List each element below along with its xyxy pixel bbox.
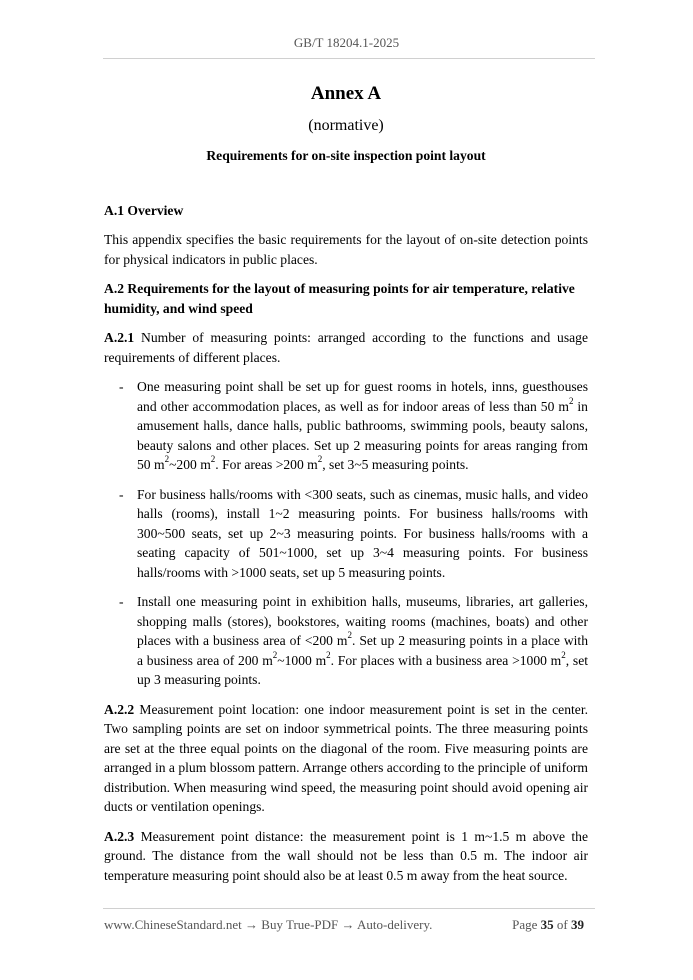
page-label: Page xyxy=(512,917,538,932)
superscript: 2 xyxy=(210,454,216,465)
clause-number: A.2.1 xyxy=(104,330,135,345)
list-text: . For places with a business area >1000 m xyxy=(330,652,562,668)
superscript: 2 xyxy=(272,649,278,660)
list-text: One measuring point shall be set up for guest rooms in hotels, inns, guesthouses and other accommodation places, as well as for indoor areas of less than 50 m xyxy=(137,379,588,414)
section-a2-title: A.2 Requirements for the layout of measuring points for air temperature, relative humidity, and wind speed xyxy=(104,281,575,316)
clause-a2-1 xyxy=(104,328,588,367)
list-dash: - xyxy=(119,379,124,394)
clause-number: A.2.2 xyxy=(104,701,135,717)
superscript: 2 xyxy=(326,649,331,660)
footer-divider xyxy=(103,908,595,909)
superscript: 2 xyxy=(568,395,574,406)
clause-text: Number of measuring points: arranged according to the functions and usage requirements of different places. xyxy=(104,330,588,365)
list-text: ~1000 m xyxy=(277,652,327,668)
superscript: 2 xyxy=(561,649,566,660)
list-text: . Set up 2 measuring points in a place with a business area of 200 m xyxy=(137,633,589,668)
clause-text: Measurement point distance: the measurement point is 1 m~1.5 m above the ground. The distance from the wall should not be less than 0.5 m. The indoor air temperature measuring point should also be at least 0.5 m away from the heat source. xyxy=(104,828,588,883)
section-a1-title: A.1 Overview xyxy=(104,202,184,218)
annex-subtitle: (normative) xyxy=(308,117,384,134)
list-dash: - xyxy=(119,594,124,609)
clause-a2-3 xyxy=(104,827,588,886)
superscript: 2 xyxy=(164,454,170,465)
list-text: in amusement halls, dance halls, public bathrooms, swimming pools, beauty salons, beauty salons and other places. Set up 2 measuring points for areas ranging from 50 m xyxy=(137,398,588,472)
clause-number: A.2.3 xyxy=(104,828,135,844)
total-pages: 39 xyxy=(571,917,584,932)
section-a1-text: This appendix specifies the basic requirements for the layout of on-site detection points for physical indicators in public places. xyxy=(104,232,588,267)
list-text: Install one measuring point in exhibition halls, museums, libraries, art galleries, shopping malls (stores), bookstores, waiting rooms (machines, boats) and other places with a business area of <200 m xyxy=(137,594,588,648)
list-dash: - xyxy=(119,486,124,502)
header-divider xyxy=(103,58,595,59)
page-content xyxy=(104,82,588,895)
list-item xyxy=(104,485,588,583)
list-text: , set 3~5 measuring points. xyxy=(322,457,469,472)
clause-a2-2 xyxy=(104,700,588,817)
list-item xyxy=(104,592,588,690)
page-of: of xyxy=(556,917,568,932)
page-header: GB/T 18204.1-2025 xyxy=(293,35,400,50)
footer-link[interactable]: www.ChineseStandard.net → Buy True-PDF → Auto-delivery. xyxy=(104,917,433,932)
list-text: . For areas >200 m xyxy=(215,457,318,472)
clause-text: Measurement point location: one indoor measurement point is set in the center. Two sampling points are set on indoor symmetrical points. The three measuring points are set at the three equal points on the diagonal of the room. Five measuring points are arranged in a plum blossom pattern. Arrange others according to the principle of uniform distribution. When measuring wind speed, the measuring point should avoid opening air ducts or ventilation openings. xyxy=(104,701,588,814)
current-page: 35 xyxy=(540,917,554,932)
list-text: , set up 3 measuring points. xyxy=(137,652,589,687)
annex-heading: Requirements for on-site inspection point layout xyxy=(206,148,486,163)
page-indicator xyxy=(512,917,584,933)
superscript: 2 xyxy=(317,454,323,465)
list-text: ~200 m xyxy=(169,457,211,472)
superscript: 2 xyxy=(347,630,352,641)
list-text: For business halls/rooms with <300 seats, such as cinemas, music halls, and video halls (rooms), install 1~2 measuring points. For business halls/rooms with 300~500 seats, set up 2~3 measuring points. For business halls/rooms with a seating capacity of 501~1000, set up 3~4 measuring points. For business halls/rooms with >1000 seats, set up 5 measuring points. xyxy=(137,486,588,580)
list-item xyxy=(104,377,588,475)
annex-title: Annex A xyxy=(310,83,382,104)
